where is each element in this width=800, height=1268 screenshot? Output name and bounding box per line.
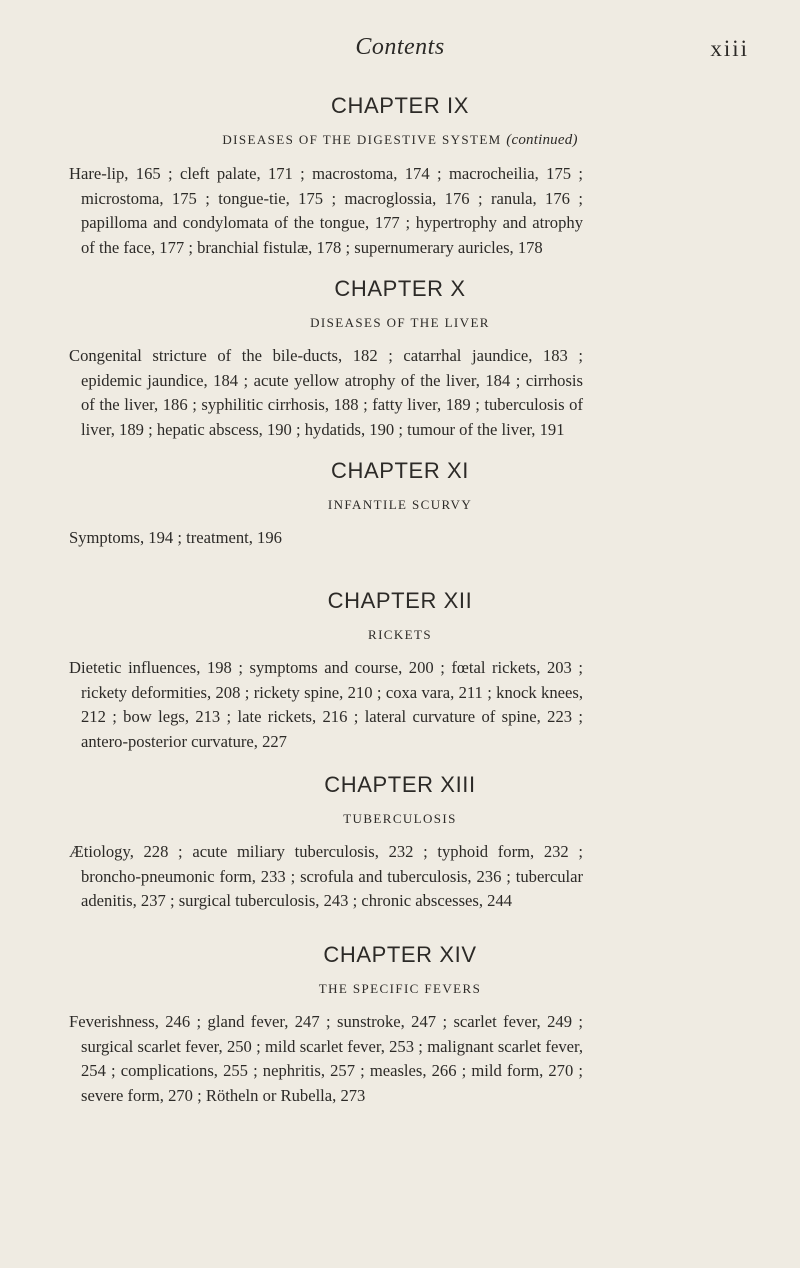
- chapter-title: CHAPTER X: [334, 276, 466, 301]
- chapter-title: CHAPTER IX: [330, 93, 470, 118]
- chapter-body: Ætiology, 228 ; acute miliary tuberculosis, 232 ; typhoid form, 232 ; broncho-pneumonic form, 233 ; scrofula and tuberculosis, 236 ; tubercular adenitis, 237 ; surgical tuberculosis, 243 ; chronic abscesses, 244: [69, 842, 583, 910]
- chapter-subtitle: THE SPECIFIC FEVERS: [318, 981, 482, 996]
- chapter-subtitle: [0, 132, 800, 149]
- chapter-title: CHAPTER XIII: [324, 772, 476, 797]
- chapter-body: Hare-lip, 165 ; cleft palate, 171 ; macrostoma, 174 ; macrocheilia, 175 ; microstoma, 175 ; tongue-tie, 175 ; macroglossia, 176 ; ranula, 176 ; papilloma and condylomata of the tongue, 177 ; hypertrophy and atrophy of the face, 177 ; branchial fistulæ, 178 ; supernumerary auricles, 178: [69, 164, 583, 257]
- chapter-body: Feverishness, 246 ; gland fever, 247 ; sunstroke, 247 ; scarlet fever, 249 ; surgical scarlet fever, 250 ; mild scarlet fever, 253 ; malignant scarlet fever, 254 ; complications, 255 ; nephritis, 257 ; measles, 266 ; mild form, 270 ; severe form, 270 ; Rötheln or Rubella, 273: [69, 1012, 583, 1105]
- chapter-title: CHAPTER XI: [330, 458, 470, 483]
- chapter-xii: [0, 588, 800, 754]
- chapter-body: Dietetic influences, 198 ; symptoms and course, 200 ; fœtal rickets, 203 ; rickety deformities, 208 ; rickety spine, 210 ; coxa vara, 211 ; knock knees, 212 ; bow legs, 213 ; late rickets, 216 ; lateral curvature of spine, 223 ; antero-posterior curvature, 227: [69, 658, 583, 751]
- chapter-body: Symptoms, 194 ; treatment, 196: [69, 528, 282, 547]
- page-number: xiii: [710, 36, 749, 61]
- chapter-body: Congenital stricture of the bile-ducts, 182 ; catarrhal jaundice, 183 ; epidemic jaundice, 184 ; acute yellow atrophy of the liver, 184 ; cirrhosis of the liver, 186 ; syphilitic cirrhosis, 188 ; fatty liver, 189 ; tuberculosis of liver, 189 ; hepatic abscess, 190 ; hydatids, 190 ; tumour of the liver, 191: [69, 346, 583, 439]
- chapter-x: [0, 276, 800, 442]
- chapter-title: CHAPTER XII: [327, 588, 473, 613]
- chapter-subtitle: INFANTILE SCURVY: [327, 497, 473, 512]
- running-header-title: Contents: [355, 34, 445, 60]
- chapter-subtitle: DISEASES OF THE LIVER: [310, 315, 490, 330]
- chapter-xiii: [0, 772, 800, 914]
- chapter-subtitle: TUBERCULOSIS: [343, 811, 457, 826]
- chapter-xiv: [0, 942, 800, 1108]
- chapter-subtitle-note: (continued): [506, 132, 578, 148]
- chapter-xi: [0, 458, 800, 551]
- chapter-subtitle-text: DISEASES OF THE DIGESTIVE SYSTEM: [222, 132, 502, 147]
- chapter-title: CHAPTER XIV: [323, 942, 477, 967]
- chapter-subtitle: RICKETS: [368, 627, 432, 642]
- chapter-ix: [0, 93, 800, 260]
